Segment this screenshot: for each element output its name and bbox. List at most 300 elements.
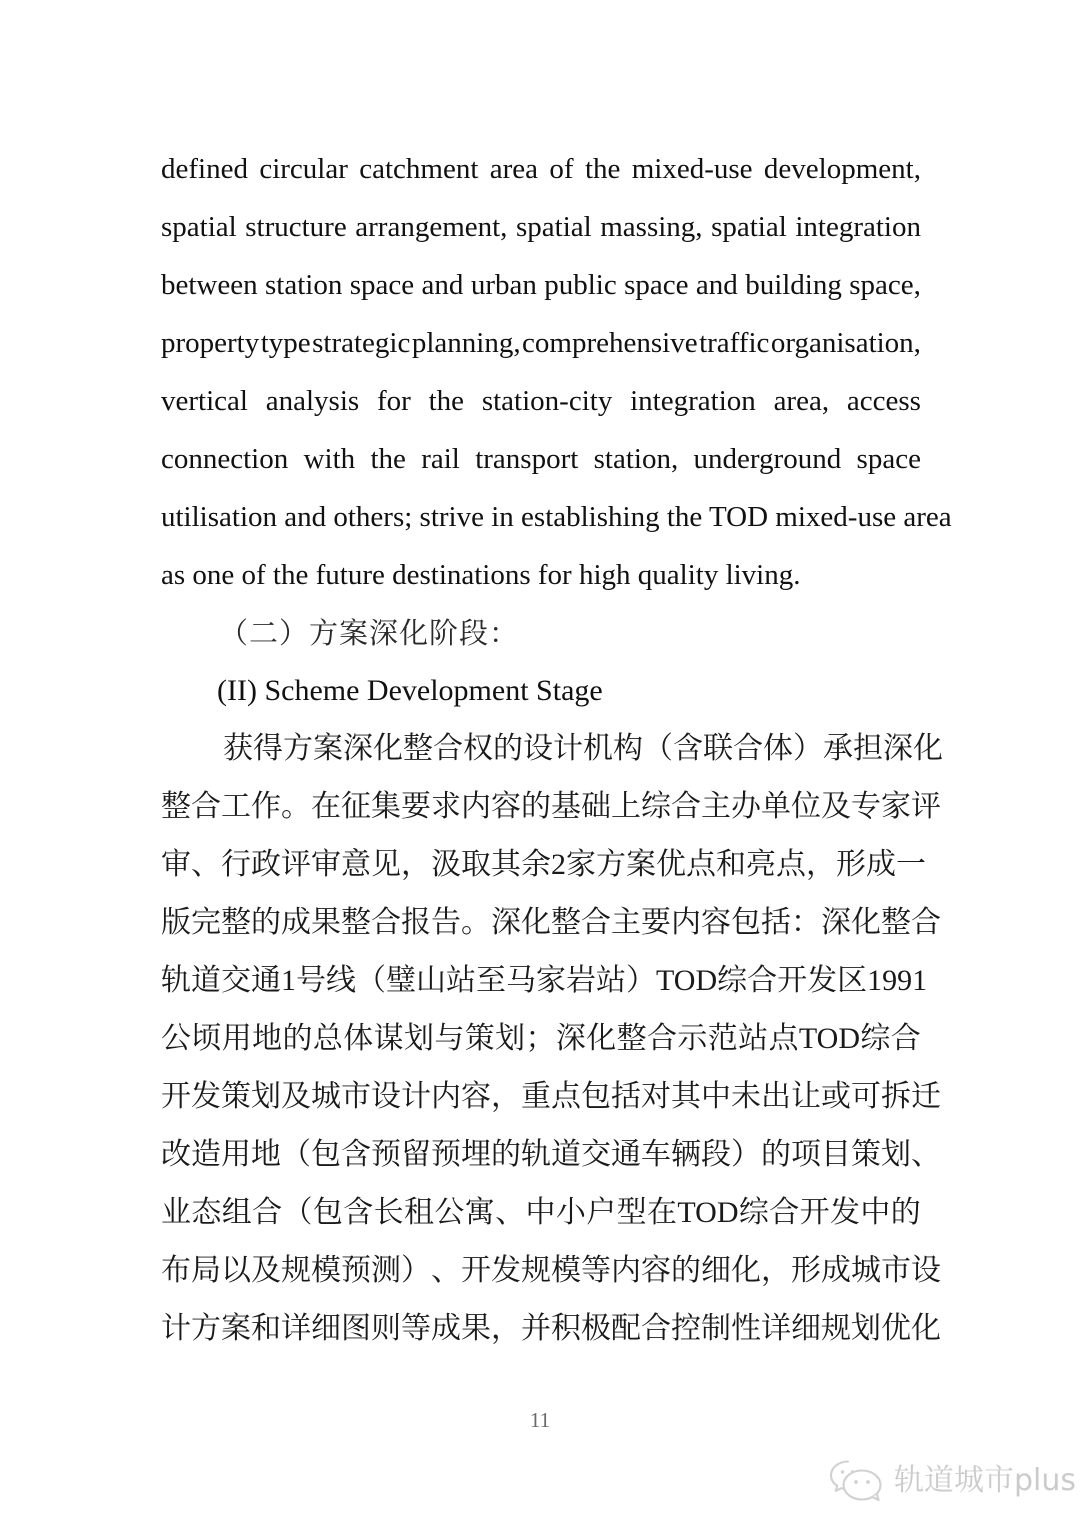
glyph: 评 — [281, 847, 311, 882]
word: defined — [161, 153, 248, 185]
glyph: 预 — [431, 1137, 461, 1172]
text-line — [161, 198, 921, 256]
glyph: 案 — [626, 847, 656, 882]
glyph: 审 — [161, 847, 191, 882]
glyph: 评 — [911, 789, 941, 824]
glyph: 段 — [701, 1137, 731, 1172]
word: station — [265, 269, 343, 301]
glyph: 未 — [731, 1079, 761, 1114]
text-line — [161, 894, 941, 952]
glyph: 版 — [161, 905, 191, 940]
glyph: 策 — [464, 1021, 495, 1056]
glyph: 专 — [851, 789, 881, 824]
word: structure — [245, 211, 347, 243]
text-line — [161, 430, 921, 488]
word: vertical — [161, 385, 248, 417]
word: area — [489, 153, 539, 185]
glyph: 主 — [701, 789, 731, 824]
glyph: 划 — [881, 1137, 911, 1172]
word: building — [745, 269, 842, 301]
glyph: ） — [731, 1137, 761, 1172]
glyph: 。 — [461, 905, 491, 940]
page-content — [161, 140, 952, 1358]
glyph: 留 — [401, 1137, 431, 1172]
glyph: 方 — [191, 1311, 221, 1346]
glyph: 机 — [583, 731, 613, 766]
glyph: 辆 — [671, 1137, 701, 1172]
latin-token: TOD — [656, 964, 718, 997]
word: for — [376, 385, 411, 417]
glyph: 化 — [586, 1021, 617, 1056]
glyph: 整 — [551, 905, 581, 940]
word: with — [303, 443, 356, 475]
glyph: 综 — [738, 1195, 769, 1230]
glyph: 包 — [311, 1137, 341, 1172]
word: station-city — [481, 385, 613, 417]
word: spatial — [515, 211, 592, 243]
glyph: 对 — [641, 1079, 671, 1114]
glyph: 其 — [671, 1079, 701, 1114]
glyph: 承 — [823, 731, 853, 766]
glyph: 包 — [312, 1195, 343, 1230]
glyph: 至 — [476, 963, 506, 998]
glyph: 括 — [761, 905, 791, 940]
glyph: 公 — [161, 1021, 191, 1056]
glyph: 整 — [341, 905, 371, 940]
glyph: 的 — [491, 1137, 521, 1172]
glyph: 中 — [701, 1079, 731, 1114]
glyph: （ — [356, 963, 386, 998]
glyph: 模 — [311, 1253, 341, 1288]
word: space — [856, 443, 921, 475]
glyph: 开 — [799, 1195, 830, 1230]
glyph: 马 — [506, 963, 536, 998]
glyph: 则 — [371, 1311, 401, 1346]
glyph: 态 — [191, 1195, 222, 1230]
glyph: 案 — [221, 1311, 251, 1346]
word: massing, — [600, 211, 703, 243]
glyph: 及 — [281, 1079, 311, 1114]
text-line — [161, 778, 941, 836]
word: development, — [763, 153, 921, 185]
glyph: 拆 — [881, 1079, 911, 1114]
word: the — [370, 443, 406, 475]
glyph: 范 — [707, 1021, 738, 1056]
glyph: 包 — [731, 905, 761, 940]
glyph: （ — [281, 1137, 311, 1172]
glyph: 家 — [566, 847, 596, 882]
text-line — [161, 314, 921, 372]
glyph: 等 — [401, 1311, 431, 1346]
word: catchment — [359, 153, 479, 185]
glyph: 发 — [830, 1195, 860, 1230]
glyph: 单 — [761, 789, 791, 824]
glyph: 的 — [282, 1021, 313, 1056]
glyph: 布 — [161, 1253, 191, 1288]
glyph: 预 — [371, 1137, 401, 1172]
glyph: 合 — [647, 1021, 677, 1056]
glyph: 图 — [341, 1311, 371, 1346]
word: station, — [593, 443, 679, 475]
glyph: 、 — [191, 847, 221, 882]
glyph: 璧 — [386, 963, 416, 998]
word: integration — [630, 385, 756, 417]
word: the — [584, 153, 621, 185]
glyph: 发 — [807, 963, 838, 998]
glyph: 上 — [611, 789, 641, 824]
glyph: 示 — [677, 1021, 708, 1056]
glyph: ； — [525, 1021, 556, 1056]
glyph: 道 — [191, 963, 221, 998]
glyph: 合 — [252, 1195, 283, 1230]
glyph: 体 — [343, 1021, 374, 1056]
word: access — [846, 385, 921, 417]
glyph: 整 — [403, 731, 433, 766]
glyph: 深 — [491, 905, 521, 940]
glyph: 深 — [883, 731, 913, 766]
glyph: 市 — [341, 1079, 371, 1114]
latin-token: 1991 — [867, 964, 928, 997]
glyph: 租 — [404, 1195, 434, 1230]
glyph: 和 — [251, 1311, 281, 1346]
glyph: 取 — [461, 847, 491, 882]
glyph: 合 — [581, 905, 611, 940]
glyph: 山 — [416, 963, 446, 998]
glyph: 并 — [521, 1311, 551, 1346]
glyph: 让 — [791, 1079, 821, 1114]
glyph: 及 — [821, 789, 851, 824]
word: strategic — [312, 327, 411, 359]
glyph: 主 — [611, 905, 641, 940]
glyph: 细 — [701, 1253, 731, 1288]
glyph: 城 — [311, 1079, 341, 1114]
glyph: 点 — [768, 1021, 799, 1056]
glyph: 优 — [656, 847, 686, 882]
glyph: 果 — [461, 1311, 491, 1346]
glyph: 基 — [551, 789, 581, 824]
glyph: 站 — [596, 963, 626, 998]
word: mixed-use — [631, 153, 753, 185]
glyph: 道 — [551, 1137, 581, 1172]
glyph: 与 — [434, 1021, 465, 1056]
word: and — [421, 269, 464, 301]
text-line — [161, 140, 921, 198]
glyph: ） — [626, 963, 656, 998]
word: space, — [849, 269, 921, 301]
word: and — [695, 269, 738, 301]
glyph: ， — [806, 847, 836, 882]
glyph: 地 — [251, 1137, 281, 1172]
glyph: 行 — [221, 847, 251, 882]
glyph: 报 — [401, 905, 431, 940]
glyph: 征 — [341, 789, 371, 824]
watermark-badge — [828, 1458, 1076, 1504]
glyph: 细 — [791, 1311, 821, 1346]
glyph: （ — [282, 1195, 313, 1230]
text-line — [161, 1068, 941, 1126]
glyph: 总 — [312, 1021, 343, 1056]
word: urban — [470, 269, 537, 301]
word: integration — [795, 211, 921, 243]
glyph: 要 — [401, 789, 431, 824]
latin-token: 1 — [281, 964, 296, 997]
english-body-paragraph — [161, 140, 952, 604]
glyph: 得 — [253, 731, 283, 766]
text-line — [161, 1242, 941, 1300]
text-line — [161, 1010, 921, 1068]
word: rail — [421, 443, 460, 475]
glyph: 其 — [491, 847, 521, 882]
glyph: 容 — [701, 905, 731, 940]
section-heading-english: (II) Scheme Development Stage — [217, 674, 603, 707]
text-line: utilisation and others; strive in establishing the TOD mixed-use area — [161, 501, 952, 533]
glyph: 的 — [493, 731, 523, 766]
text-line — [161, 1300, 941, 1358]
glyph: 成 — [431, 1311, 461, 1346]
glyph: 整 — [881, 905, 911, 940]
word: arrangement, — [355, 211, 508, 243]
glyph: 求 — [431, 789, 461, 824]
glyph: 造 — [191, 1137, 221, 1172]
glyph: 等 — [581, 1253, 611, 1288]
glyph: 模 — [551, 1253, 581, 1288]
word: analysis — [265, 385, 360, 417]
glyph: 合 — [641, 1311, 671, 1346]
glyph: 含 — [341, 1137, 371, 1172]
glyph: 容 — [491, 789, 521, 824]
glyph: 果 — [311, 905, 341, 940]
glyph: 极 — [581, 1311, 611, 1346]
glyph: 工 — [221, 789, 251, 824]
glyph: 见 — [371, 847, 401, 882]
glyph: 计 — [401, 1079, 431, 1114]
glyph: 。 — [281, 789, 311, 824]
word: space — [349, 269, 415, 301]
glyph: 的 — [521, 789, 551, 824]
word: spatial — [711, 211, 787, 243]
word: comprehensive — [522, 327, 698, 359]
glyph: 合 — [890, 1021, 921, 1056]
word: connection — [161, 443, 289, 475]
glyph: 和 — [716, 847, 746, 882]
glyph: 点 — [776, 847, 806, 882]
glyph: 办 — [731, 789, 761, 824]
glyph: ） — [401, 1253, 431, 1288]
glyph: 家 — [536, 963, 566, 998]
glyph: 合 — [747, 963, 778, 998]
glyph: ， — [761, 1253, 791, 1288]
glyph: 细 — [311, 1311, 341, 1346]
glyph: 化 — [911, 1311, 941, 1346]
glyph: 可 — [851, 1079, 881, 1114]
glyph: 构 — [613, 731, 643, 766]
glyph: 要 — [641, 905, 671, 940]
glyph: 岩 — [566, 963, 596, 998]
glyph: 联 — [703, 731, 733, 766]
glyph: 通 — [611, 1137, 641, 1172]
glyph: 组 — [221, 1195, 252, 1230]
glyph: 积 — [551, 1311, 581, 1346]
glyph: 策 — [851, 1137, 881, 1172]
glyph: 作 — [251, 789, 281, 824]
glyph: 内 — [671, 905, 701, 940]
glyph: 开 — [461, 1253, 491, 1288]
glyph: 轨 — [521, 1137, 551, 1172]
glyph: 在 — [647, 1195, 677, 1230]
glyph: 综 — [641, 789, 671, 824]
glyph: 划 — [251, 1079, 281, 1114]
word: public — [544, 269, 617, 301]
glyph: 方 — [596, 847, 626, 882]
glyph: 谋 — [373, 1021, 404, 1056]
glyph: ： — [791, 905, 821, 940]
glyph: 配 — [611, 1311, 641, 1346]
glyph: 成 — [866, 847, 896, 882]
glyph: 寓 — [464, 1195, 495, 1230]
word: spatial — [161, 211, 237, 243]
glyph: 合 — [671, 789, 701, 824]
glyph: 含 — [343, 1195, 374, 1230]
glyph: 顷 — [191, 1021, 222, 1056]
glyph: 点 — [551, 1079, 581, 1114]
glyph: 汲 — [431, 847, 461, 882]
glyph: 含 — [673, 731, 703, 766]
glyph: 策 — [221, 1079, 251, 1114]
glyph: 用 — [221, 1137, 251, 1172]
glyph: 内 — [431, 1079, 461, 1114]
glyph: 意 — [341, 847, 371, 882]
text-line — [161, 1184, 921, 1242]
page-number: 11 — [529, 1408, 551, 1432]
glyph: 以 — [221, 1253, 251, 1288]
section-heading-chinese: （二）方案深化阶段： — [219, 616, 520, 650]
glyph: 的 — [890, 1195, 921, 1230]
glyph: 整 — [221, 905, 251, 940]
glyph: 开 — [777, 963, 808, 998]
glyph: 体 — [763, 731, 793, 766]
glyph: 公 — [434, 1195, 465, 1230]
glyph: 担 — [853, 731, 883, 766]
glyph: 区 — [837, 963, 868, 998]
glyph: 预 — [341, 1253, 371, 1288]
glyph: ， — [401, 847, 431, 882]
glyph: 中 — [525, 1195, 556, 1230]
glyph: 形 — [836, 847, 866, 882]
glyph: 亮 — [746, 847, 776, 882]
glyph: 综 — [717, 963, 748, 998]
glyph: 线 — [326, 963, 356, 998]
glyph: 规 — [821, 1311, 851, 1346]
glyph: 成 — [281, 905, 311, 940]
latin-token: TOD — [798, 1022, 860, 1055]
glyph: 规 — [281, 1253, 311, 1288]
text-line — [161, 372, 921, 430]
glyph: 、 — [431, 1253, 461, 1288]
glyph: 化 — [913, 731, 943, 766]
glyph: 地 — [252, 1021, 283, 1056]
glyph: 划 — [851, 1311, 881, 1346]
glyph: 交 — [581, 1137, 611, 1172]
glyph: 站 — [738, 1021, 769, 1056]
glyph: 设 — [371, 1079, 401, 1114]
glyph: 城 — [851, 1253, 881, 1288]
glyph: 合 — [191, 789, 221, 824]
word: of — [549, 153, 574, 185]
glyph: 设 — [523, 731, 553, 766]
glyph: 集 — [371, 789, 401, 824]
glyph: 位 — [791, 789, 821, 824]
glyph: 、 — [911, 1137, 941, 1172]
glyph: 计 — [553, 731, 583, 766]
glyph: ， — [491, 1311, 521, 1346]
glyph: 设 — [911, 1253, 941, 1288]
text-line — [161, 720, 943, 778]
glyph: 的 — [761, 1137, 791, 1172]
glyph: 告 — [431, 905, 461, 940]
glyph: 型 — [616, 1195, 647, 1230]
glyph: 详 — [281, 1311, 311, 1346]
glyph: 目 — [821, 1137, 851, 1172]
glyph: 迁 — [911, 1079, 941, 1114]
latin-token: 2 — [551, 848, 566, 881]
glyph: 容 — [641, 1253, 671, 1288]
word: area, — [773, 385, 830, 417]
watermark-text: 轨道城市plus — [894, 1463, 1077, 1498]
glyph: 划 — [404, 1021, 434, 1056]
chinese-body-paragraph — [161, 720, 943, 1358]
glyph: 获 — [223, 731, 253, 766]
word: planning, — [411, 327, 521, 359]
glyph: 性 — [731, 1311, 761, 1346]
glyph: 化 — [731, 1253, 761, 1288]
word: space — [624, 269, 689, 301]
glyph: 化 — [373, 731, 403, 766]
glyph: 制 — [701, 1311, 731, 1346]
glyph: 容 — [461, 1079, 491, 1114]
glyph: 开 — [161, 1079, 191, 1114]
glyph: ） — [793, 731, 823, 766]
text-line — [161, 256, 921, 314]
glyph: 车 — [641, 1137, 671, 1172]
glyph: 用 — [221, 1021, 252, 1056]
text-line: as one of the future destinations for high quality living. — [161, 559, 801, 591]
glyph: 中 — [860, 1195, 891, 1230]
glyph: 测 — [371, 1253, 401, 1288]
glyph: 成 — [821, 1253, 851, 1288]
glyph: 市 — [881, 1253, 911, 1288]
wechat-icon — [828, 1458, 886, 1504]
glyph: 综 — [860, 1021, 891, 1056]
glyph: 改 — [161, 1137, 191, 1172]
glyph: 础 — [581, 789, 611, 824]
glyph: （ — [643, 731, 673, 766]
glyph: 重 — [521, 1079, 551, 1114]
word: type — [260, 327, 311, 359]
glyph: 深 — [555, 1021, 586, 1056]
text-line — [161, 836, 926, 894]
word: traffic — [699, 327, 770, 359]
glyph: 长 — [373, 1195, 404, 1230]
glyph: 控 — [671, 1311, 701, 1346]
glyph: 业 — [161, 1195, 191, 1230]
glyph: 划 — [495, 1021, 526, 1056]
glyph: 方 — [283, 731, 313, 766]
glyph: 权 — [463, 731, 493, 766]
glyph: 的 — [251, 905, 281, 940]
glyph: 轨 — [161, 963, 191, 998]
glyph: 形 — [791, 1253, 821, 1288]
glyph: 计 — [161, 1311, 191, 1346]
